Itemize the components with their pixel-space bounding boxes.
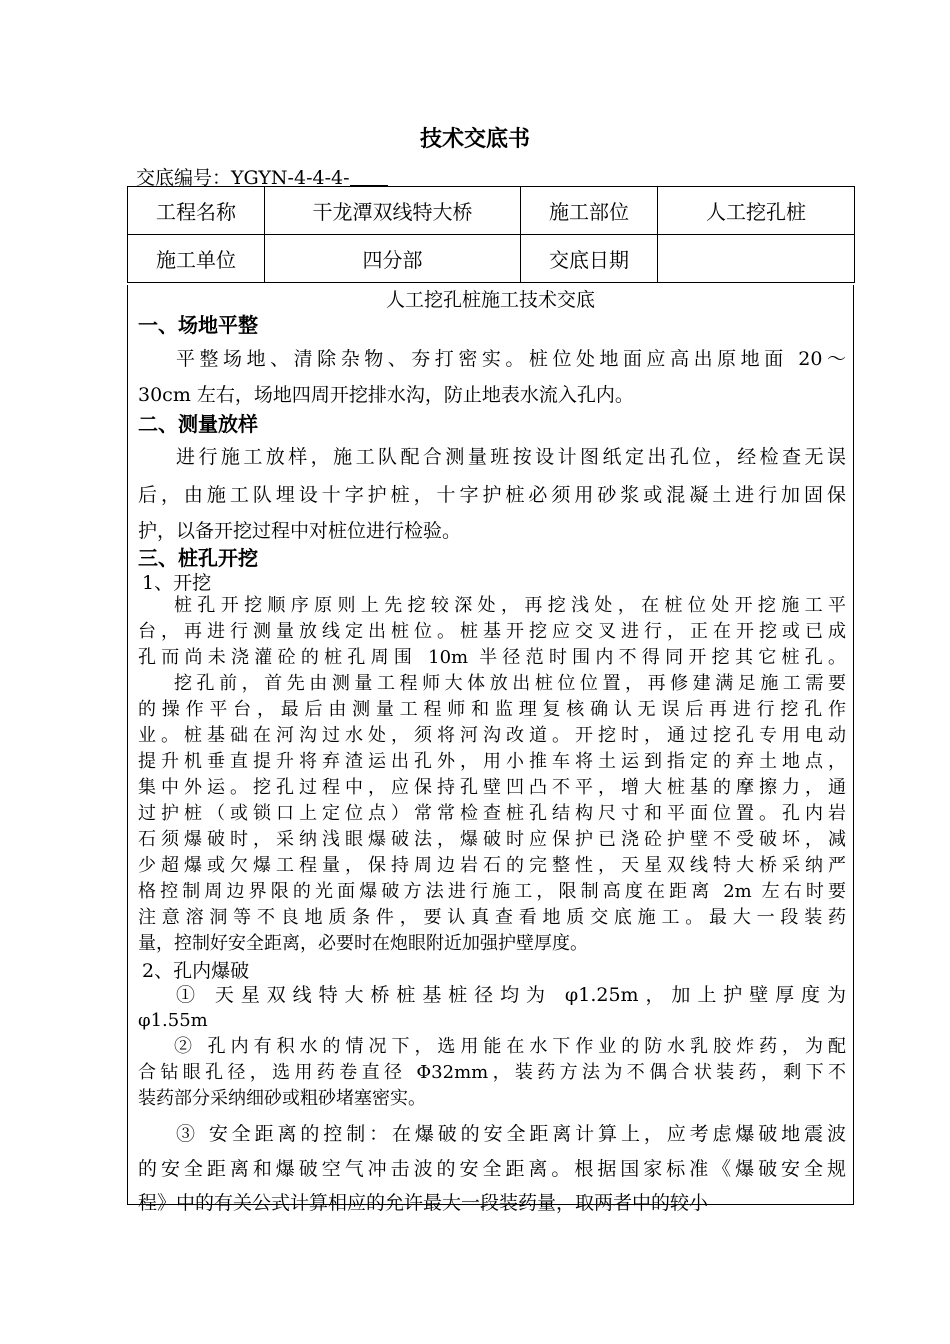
paragraph-line: 过护桩（或锁口上定位点）常常检查桩孔结构尺寸和平面位置。孔内岩 bbox=[138, 803, 846, 824]
paragraph-line: 挖孔前，首先由测量工程师大体放出桩位位置，再修建满足施工需要 bbox=[174, 673, 846, 694]
paragraph-line: φ1.55m bbox=[138, 1010, 208, 1031]
document-title: 技术交底书 bbox=[419, 127, 530, 152]
section-heading: 一、场地平整 bbox=[138, 313, 258, 337]
paragraph-line: 桩孔开挖顺序原则上先挖较深处，再挖浅处，在桩位处开挖施工平 bbox=[174, 595, 846, 616]
project-name-value: 干龙潭双线特大桥 bbox=[265, 187, 521, 235]
unit-value: 四分部 bbox=[265, 235, 521, 283]
location-value: 人工挖孔桩 bbox=[658, 187, 855, 235]
info-row bbox=[128, 235, 855, 283]
paragraph-line: ① 天星双线特大桥桩基桩径均为 φ1.25m，加上护壁厚度为 bbox=[176, 984, 846, 1006]
paragraph-line: 程》中的有关公式计算相应的允许最大一段装药量，取两者中的较小 bbox=[138, 1192, 709, 1214]
date-label: 交底日期 bbox=[521, 235, 658, 283]
paragraph-line: ③ 安全距离的控制：在爆破的安全距离计算上，应考虑爆破地震波 bbox=[176, 1123, 846, 1145]
paragraph-line: 装药部分采纳细砂或粗砂堵塞密实。 bbox=[138, 1088, 426, 1109]
unit-label: 施工单位 bbox=[128, 235, 265, 283]
paragraph-line: 护，以备开挖过程中对桩位进行检验。 bbox=[138, 520, 462, 542]
paragraph-line: 量，控制好安全距离，必要时在炮眼附近加强护壁厚度。 bbox=[138, 933, 588, 954]
paragraph-line: 提升机垂直提升将弃渣运出孔外，用小推车将土运到指定的弃土地点， bbox=[138, 751, 846, 772]
info-table bbox=[127, 186, 855, 283]
content-subtitle: 人工挖孔桩施工技术交底 bbox=[385, 289, 595, 311]
paragraph-line: 石须爆破时，采纳浅眼爆破法，爆破时应保护已浇砼护壁不受破坏，减 bbox=[138, 829, 846, 850]
paragraph-line: 集中外运。挖孔过程中，应保持孔壁凹凸不平，增大桩基的摩擦力，通 bbox=[138, 777, 846, 798]
subsection-heading: 1、开挖 bbox=[142, 572, 212, 594]
paragraph-line: 的安全距离和爆破空气冲击波的安全距离。根据国家标准《爆破安全规 bbox=[138, 1158, 846, 1180]
paragraph-line: 后，由施工队埋设十字护桩，十字护桩必须用砂浆或混凝土进行加固保 bbox=[138, 484, 846, 506]
content-box bbox=[127, 285, 854, 1214]
paragraph-line: ② 孔内有积水的情况下，选用能在水下作业的防水乳胶炸药，为配 bbox=[174, 1036, 846, 1057]
paragraph-line: 格控制周边界限的光面爆破方法进行施工，限制高度在距离 2m 左右时要 bbox=[138, 881, 846, 902]
document-number-label: 交底编号：YGYN-4-4-4- bbox=[136, 167, 350, 189]
subsection-heading: 2、孔内爆破 bbox=[142, 960, 250, 982]
paragraph-line: 台，再进行测量放线定出桩位。桩基开挖应交叉进行，正在开挖或已成 bbox=[138, 621, 846, 642]
paragraph-line: 业。桩基础在河沟过水处，须将河沟改道。开挖时，通过挖孔专用电动 bbox=[138, 725, 846, 746]
section-heading: 二、测量放样 bbox=[138, 412, 258, 436]
paragraph-line: 30cm 左右，场地四周开挖排水沟，防止地表水流入孔内。 bbox=[138, 384, 634, 406]
location-label: 施工部位 bbox=[521, 187, 658, 235]
section-heading: 三、桩孔开挖 bbox=[138, 546, 258, 570]
paragraph-line: 少超爆或欠爆工程量，保持周边岩石的完整性，天星双线特大桥采纳严 bbox=[138, 855, 846, 876]
date-value bbox=[658, 235, 855, 283]
paragraph-line: 注意溶洞等不良地质条件，要认真查看地质交底施工。最大一段装药 bbox=[138, 907, 846, 928]
paragraph-line: 合钻眼孔径，选用药卷直径 Φ32mm，装药方法为不偶合状装药，剩下不 bbox=[138, 1062, 846, 1083]
project-name-label: 工程名称 bbox=[128, 187, 265, 235]
document-number-blank bbox=[350, 167, 388, 186]
paragraph-line: 的操作平台，最后由测量工程师和监理复核确认无误后再进行挖孔作 bbox=[138, 699, 846, 720]
info-row bbox=[128, 187, 855, 235]
paragraph-line: 进行施工放样，施工队配合测量班按设计图纸定出孔位，经检查无误 bbox=[176, 446, 846, 468]
paragraph-line: 平整场地、清除杂物、夯打密实。桩位处地面应高出原地面 20～ bbox=[176, 348, 846, 370]
paragraph-line: 孔而尚未浇灌砼的桩孔周围 10m 半径范时围内不得同开挖其它桩孔。 bbox=[138, 647, 846, 668]
